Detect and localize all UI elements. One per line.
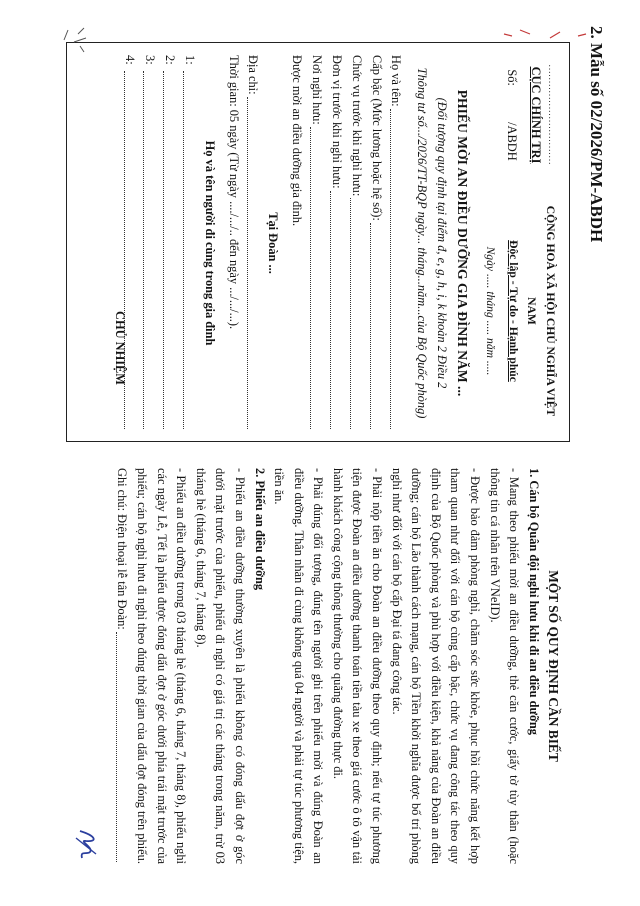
- nation-block: [481, 191, 559, 431]
- document-sheet: [50, 20, 610, 880]
- companion-line-1[interactable]: 1:: [179, 55, 199, 431]
- invite-line: Được mời an điều dưỡng gia đình.: [290, 55, 305, 227]
- number-label: Số:: [504, 69, 519, 86]
- nation-title: CỘNG HOÀ XÃ HỘI CHỦ NGHĨA VIỆT NAM: [525, 205, 557, 417]
- form-subtitle-1: (Đối tượng quy định tại điểm đ, e, g, h, i, k khoản 2 Điều 2: [435, 97, 450, 389]
- field-position[interactable]: Chức vụ trước khi nghỉ hưu:: [346, 55, 366, 431]
- date-line: Ngày ..... tháng ..... năm .....: [484, 246, 498, 376]
- companions-title: Họ và tên người đi cùng trong gia đình: [202, 140, 217, 346]
- section-1-paragraph-1: - Mang theo phiếu mời an điều dưỡng, thẻ căn cước, giấy tờ tùy thân (hoặc thông tin cá nhân trên VNeID).: [487, 468, 522, 864]
- field-retirement-place[interactable]: Nơi nghỉ hưu:: [306, 55, 326, 431]
- field-full-name[interactable]: Họ và tên:: [386, 55, 406, 431]
- section-1-paragraph-2: - Được bảo đảm phòng nghỉ, chăm sóc sức khỏe, phục hồi chức năng kết hợp tham quan như đối với cán bộ cùng cấp bậc, chức vụ đang công tác theo quy định của Bộ Quốc phòng và phù hợp với điều kiện, khả năng của Đoàn an điều dưỡng; cán bộ Lão thành cách mạng, cán bộ Tiền khởi nghĩa được bố trí phòng nghỉ như đối với cán bộ cấp Đại tá đang công tác.: [389, 468, 483, 864]
- edge-scribble-mark: [50, 22, 90, 62]
- invitation-form-panel: [66, 42, 570, 442]
- agency-block: [481, 55, 559, 175]
- section-1-paragraph-3: - Phải nộp tiền ăn cho Đoàn an điều dưỡng theo quy định; nếu tự túc phương tiện được Đoàn an điều dưỡng thanh toán tiền tàu xe theo giá cước ô tô vận tải hành khách công cộng thông thường cho quãng đường thực đi.: [330, 468, 385, 864]
- section-2-paragraph-1: - Phiếu an điều dưỡng thường xuyên là phiếu không có đóng dấu đợt ở góc dưới mặt trước của phiếu, phiếu đi nghỉ có giá trị các tháng trong năm, trừ 03 tháng hè (tháng 6, tháng 7, tháng 8).: [193, 468, 247, 864]
- form-subtitle-2: Thông tư số.../2026/TT-BQP ngày... tháng...năm...của Bộ Quốc phòng): [415, 67, 430, 419]
- number-suffix: /ABDH: [504, 122, 519, 161]
- reception-phone-line[interactable]: Ghi chú: Điện thoại lễ tân Đoàn:: [112, 468, 132, 864]
- section-2-paragraph-2: - Phiếu an điều dưỡng trong 03 tháng hè (tháng 6, tháng 7, tháng 8), phiếu nghỉ các ngày Lễ, Tết là phiếu được đóng dấu đợt ở góc dưới phía trái mặt trước của phiếu; cán bộ nghỉ hưu đi nghỉ theo đúng thời gian của dấu đợt đóng trên phiếu.: [134, 468, 189, 864]
- regulations-panel: [66, 460, 570, 870]
- document-number: [501, 55, 521, 175]
- agency-dots: ...............................: [547, 64, 557, 166]
- field-unit[interactable]: Đơn vị trước khi nghỉ hưu:: [326, 55, 346, 431]
- at-group: Tại Đoàn ...: [266, 212, 281, 274]
- form-header: [481, 55, 559, 431]
- motto: Độc lập - Tự do - Hạnh phúc: [506, 240, 520, 382]
- field-address[interactable]: Địa chỉ:: [243, 55, 263, 431]
- companion-line-2[interactable]: 2:: [159, 55, 179, 431]
- field-rank[interactable]: Cấp bậc (Mức lương hoặc hệ số):: [366, 55, 386, 431]
- regulations-title: MỘT SỐ QUY ĐỊNH CẦN BIẾT: [546, 570, 561, 762]
- companion-line-4[interactable]: 4:: [120, 55, 140, 431]
- handwritten-initial-mark: [72, 828, 102, 862]
- signer-title: CHỦ NHIỆM: [113, 311, 127, 385]
- red-pen-mark: [500, 22, 590, 46]
- form-number-heading: 2. Mẫu số 02/2026/PM-ABDH: [587, 26, 606, 243]
- agency-name: CỤC CHÍNH TRỊ: [528, 66, 543, 164]
- form-title: PHIẾU MỜI AN ĐIỀU DƯỠNG GIA ĐÌNH NĂM ...: [454, 89, 470, 397]
- companion-line-3[interactable]: 3:: [139, 55, 159, 431]
- section-1-paragraph-4: - Phải đúng đối tượng, đúng tên người ghi trên phiếu mời và đúng Đoàn an điều dưỡng. Thân nhân đi cùng không quá 04 người và phải tự túc phương tiện, tiền ăn.: [272, 468, 326, 864]
- section-2-title: 2. Phiếu an điều dưỡng: [252, 468, 267, 591]
- period-line: Thời gian: 05 ngày (Từ ngày ..../.../.. đến ngày .../.../...).: [226, 55, 241, 330]
- section-1-title: 1. Cán bộ Quân đội nghỉ hưu khi đi an điều dưỡng: [526, 468, 541, 735]
